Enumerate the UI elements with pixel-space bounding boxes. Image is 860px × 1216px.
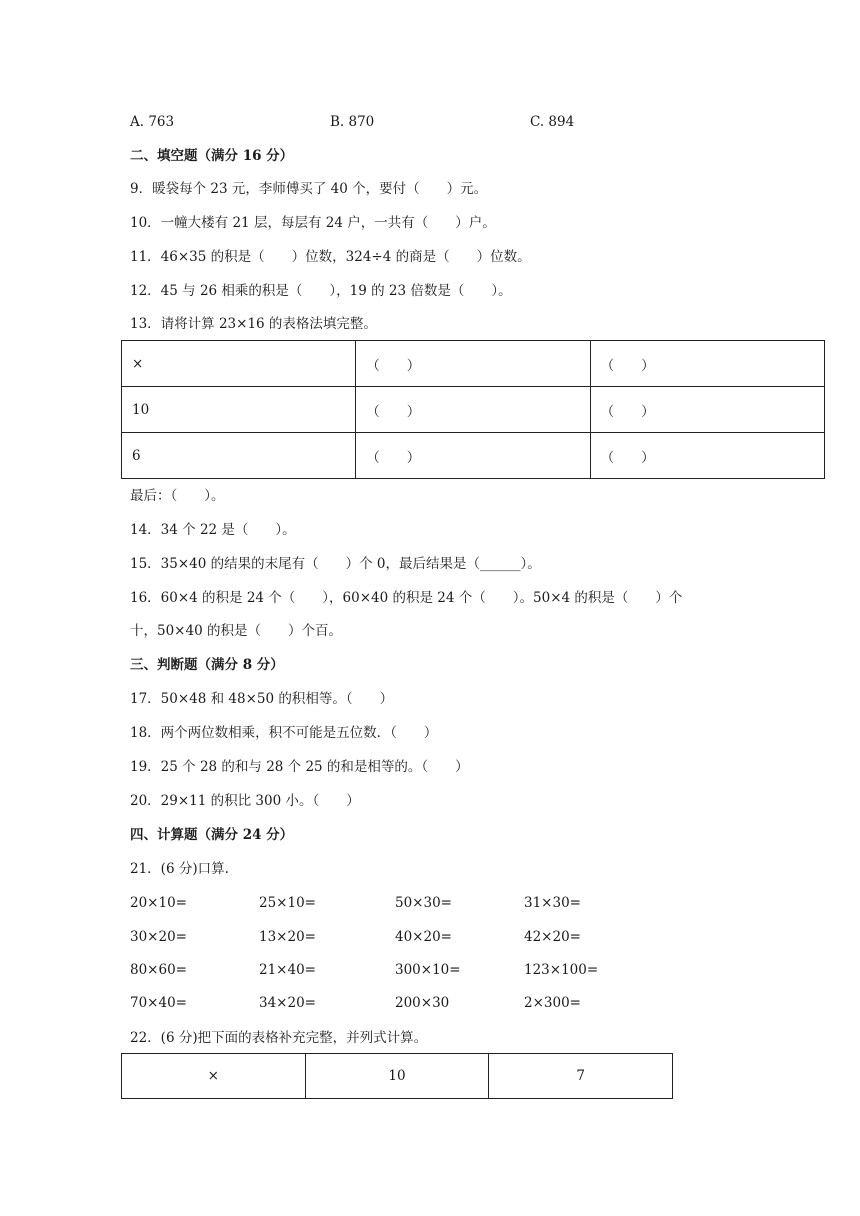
oral-item: 31×30= (524, 895, 581, 911)
table-cell: 6 (122, 433, 356, 479)
option-a: A. 763 (130, 114, 175, 130)
table-row (122, 341, 825, 387)
question-14: 14．34 个 22 是（ ）。 (130, 522, 296, 538)
question-16-part2: 十，50×40 的积是（ ）个百。 (130, 623, 342, 639)
question-19: 19．25 个 28 的和与 28 个 25 的和是相等的。（ ） (130, 759, 469, 775)
option-b: B. 870 (330, 114, 375, 130)
oral-item: 21×40= (259, 962, 316, 978)
question-10: 10．一幢大楼有 21 层，每层有 24 户，一共有（ ）户。 (130, 215, 496, 231)
question-17: 17．50×48 和 48×50 的积相等。（ ） (130, 691, 394, 707)
oral-item: 30×20= (130, 929, 187, 945)
question-12: 12．45 与 26 相乘的积是（ ），19 的 23 倍数是（ ）。 (130, 283, 512, 299)
option-c: C. 894 (530, 114, 575, 130)
oral-item: 40×20= (395, 929, 452, 945)
oral-item: 123×100= (524, 962, 599, 978)
table-cell: 10 (122, 387, 356, 433)
oral-item: 25×10= (259, 895, 316, 911)
table-q22 (121, 1053, 673, 1099)
section-judge-title: 三、判断题（满分 8 分） (130, 657, 284, 673)
oral-item: 20×10= (130, 895, 187, 911)
table-23x16 (121, 340, 825, 479)
question-20: 20．29×11 的积比 300 小。（ ） (130, 793, 360, 809)
oral-item: 13×20= (259, 929, 316, 945)
table-row (122, 433, 825, 479)
table-cell: × (122, 1054, 306, 1099)
table-cell: 10 (305, 1054, 489, 1099)
question-21: 21．(6 分)口算. (130, 861, 229, 877)
section-fill-in-title: 二、填空题（满分 16 分） (130, 148, 294, 164)
question-22: 22．(6 分)把下面的表格补充完整，并列式计算。 (130, 1030, 428, 1046)
oral-item: 70×40= (130, 995, 187, 1011)
oral-item: 2×300= (524, 995, 581, 1011)
oral-item: 200×30 (395, 995, 450, 1011)
oral-item: 80×60= (130, 962, 187, 978)
question-13: 13．请将计算 23×16 的表格法填完整。 (130, 316, 377, 332)
oral-item: 42×20= (524, 929, 581, 945)
question-9: 9．暖袋每个 23 元，李师傅买了 40 个，要付（ ）元。 (130, 181, 488, 197)
oral-item: 50×30= (395, 895, 452, 911)
table-cell: （ ） (356, 387, 590, 433)
table-cell: （ ） (590, 341, 824, 387)
table-cell: （ ） (590, 433, 824, 479)
question-18: 18．两个两位数相乘，积不可能是五位数．（ ） (130, 725, 438, 741)
table-cell: × (122, 341, 356, 387)
table-cell: （ ） (356, 341, 590, 387)
question-11: 11．46×35 的积是（ ）位数，324÷4 的商是（ ）位数。 (130, 249, 531, 265)
table-row (122, 1054, 673, 1099)
question-13-final: 最后：（ ）。 (130, 488, 225, 504)
question-16-part1: 16．60×4 的积是 24 个（ ），60×40 的积是 24 个（ ）。50×4 的积是（ ）个 (130, 590, 683, 606)
table-cell: 7 (489, 1054, 673, 1099)
oral-item: 300×10= (395, 962, 461, 978)
question-15: 15．35×40 的结果的末尾有（ ）个 0，最后结果是（______）。 (130, 556, 541, 572)
table-cell: （ ） (590, 387, 824, 433)
oral-item: 34×20= (259, 995, 316, 1011)
table-cell: （ ） (356, 433, 590, 479)
table-row (122, 387, 825, 433)
section-calc-title: 四、计算题（满分 24 分） (130, 827, 294, 843)
